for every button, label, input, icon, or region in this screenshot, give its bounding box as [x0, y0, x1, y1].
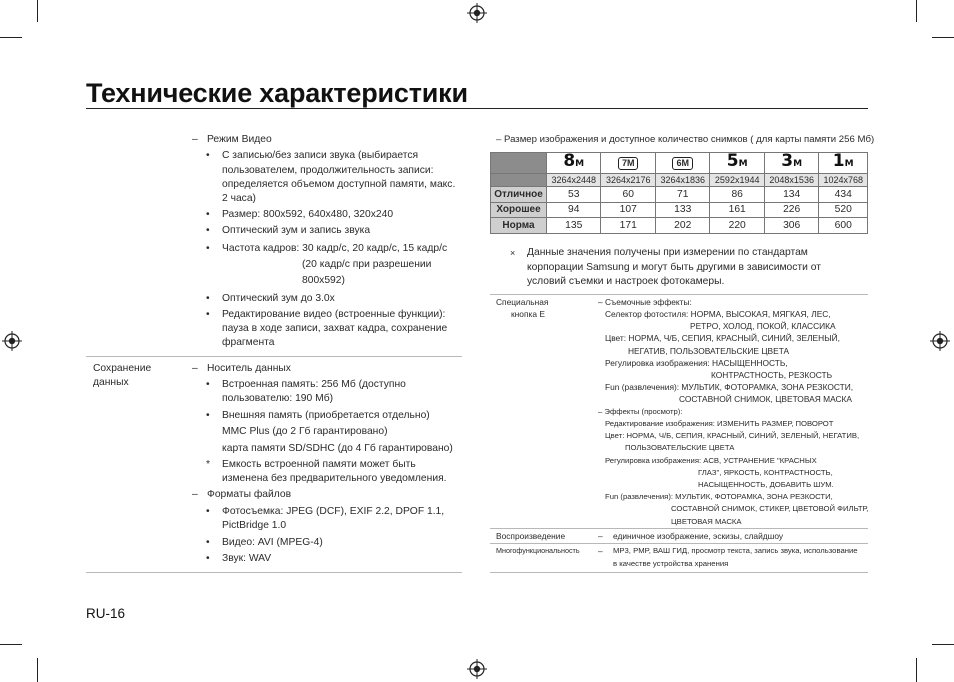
- format-f1-line: PictBridge 1.0: [222, 520, 287, 531]
- section-divider: [86, 356, 462, 357]
- video-b6-line: фрагмента: [222, 337, 275, 348]
- video-b5: Оптический зум до 3.0x: [222, 293, 335, 304]
- media-heading: Носитель данных: [207, 363, 291, 374]
- title-rule: [86, 108, 868, 109]
- table-row: [491, 202, 868, 218]
- table-cell: 171: [601, 218, 655, 234]
- table-cell: 600: [819, 218, 868, 234]
- table-cell: 60: [601, 187, 655, 203]
- note-line: условий съемки и настроек фотокамеры.: [527, 276, 725, 287]
- storage-label: данных: [93, 377, 129, 388]
- table-cell: 220: [710, 218, 764, 234]
- shooting-line: Регулировка изображения: НАСЫЩЕННОСТЬ,: [605, 358, 788, 368]
- table-cell: 202: [655, 218, 709, 234]
- multi-value: MP3, PMP, ВАШ ГИД, просмотр текста, запись звука, использование: [613, 546, 858, 555]
- size-1m-icon: 1M: [819, 153, 868, 174]
- bullet: •: [206, 150, 210, 161]
- video-b1-line: С записью/без записи звука (выбирается: [222, 150, 419, 161]
- size-5m-icon: 5M: [710, 153, 764, 174]
- shooting-heading: – Съемочные эффекты:: [598, 297, 692, 307]
- video-b4-line: (20 кадр/с при разрешении: [302, 259, 432, 270]
- size-6m-icon: 6M: [655, 153, 709, 174]
- table-cell: 71: [655, 187, 709, 203]
- shooting-line: НЕГАТИВ, ПОЛЬЗОВАТЕЛЬСКИЕ ЦВЕТА: [628, 346, 790, 356]
- shooting-line: СОСТАВНОЙ СНИМОК, ЦВЕТОВАЯ МАСКА: [679, 394, 852, 404]
- registration-mark-icon: [2, 331, 22, 351]
- view-line: Регулировка изображения: ACB, УСТРАНЕНИЕ "КРАСНЫХ: [605, 456, 817, 465]
- view-line: ГЛАЗ", ЯРКОСТЬ, КОНТРАСТНОСТЬ,: [698, 468, 833, 477]
- special-label: Специальная: [496, 297, 549, 307]
- crop-mark: [37, 658, 38, 682]
- page-title: Технические характеристики: [86, 78, 468, 108]
- note-line: Данные значения получены при измерении по стандартам: [527, 247, 808, 258]
- crop-mark: [916, 658, 917, 682]
- video-b6-line: Редактирование видео (встроенные функции):: [222, 309, 446, 320]
- shooting-line: РЕТРО, ХОЛОД, ПОКОЙ, КЛАССИКА: [690, 321, 836, 331]
- storage-m3-line: Емкость встроенной памяти может быть: [222, 459, 416, 470]
- storage-m1-line: Встроенная память: 256 Мб (доступно: [222, 379, 406, 390]
- registration-mark-icon: [467, 659, 487, 679]
- video-b4-line: Частота кадров: 30 кадр/с, 20 кадр/с, 15 кадр/с: [222, 243, 448, 254]
- resolution-header: 1024x768: [819, 174, 868, 187]
- dash-marker: –: [598, 546, 603, 556]
- registration-mark-icon: [467, 3, 487, 23]
- asterisk-marker: *: [206, 459, 211, 470]
- table-cell: 133: [655, 202, 709, 218]
- section-divider: [490, 543, 868, 544]
- formats-heading: Форматы файлов: [207, 489, 292, 500]
- resolution-header: 3264x2176: [601, 174, 655, 187]
- quality-label: Хорошее: [491, 202, 547, 218]
- view-line: ПОЛЬЗОВАТЕЛЬСКИЕ ЦВЕТА: [625, 443, 735, 452]
- crop-mark: [0, 644, 22, 645]
- registration-mark-icon: [930, 331, 950, 351]
- quality-label: Отличное: [491, 187, 547, 203]
- crop-mark: [37, 0, 38, 22]
- view-line: ЦВЕТОВАЯ МАСКА: [671, 517, 742, 526]
- table-cell: 161: [710, 202, 764, 218]
- table-cell: 53: [547, 187, 601, 203]
- bullet: •: [206, 293, 210, 304]
- shooting-line: Цвет: НОРМА, Ч/Б, СЕПИЯ, КРАСНЫЙ, СИНИЙ, ЗЕЛЕНЫЙ,: [605, 333, 840, 343]
- table-cell: 94: [547, 202, 601, 218]
- multi-value: в качестве устройства хранения: [613, 559, 729, 568]
- format-f2: Видео: AVI (MPEG-4): [222, 537, 323, 548]
- table-cell: 226: [764, 202, 818, 218]
- quality-label: Норма: [491, 218, 547, 234]
- view-line: СОСТАВНОЙ СНИМОК, СТИКЕР, ЦВЕТОВОЙ ФИЛЬТР,: [671, 504, 869, 513]
- note-line: корпорации Samsung и могут быть другими в зависимости от: [527, 262, 821, 273]
- table-corner: [491, 153, 547, 174]
- dash-marker: –: [192, 363, 198, 374]
- size-8m-icon: 8M: [547, 153, 601, 174]
- bullet: •: [206, 410, 210, 421]
- bullet: •: [206, 209, 210, 220]
- video-b2: Размер: 800x592, 640x480, 320x240: [222, 209, 394, 220]
- crop-mark: [0, 37, 22, 38]
- size-3m-icon: 3M: [764, 153, 818, 174]
- shooting-line: Селектор фотостиля: НОРМА, ВЫСОКАЯ, МЯГКАЯ, ЛЕС,: [605, 309, 831, 319]
- bullet: •: [206, 553, 210, 564]
- resolution-header: 2048x1536: [764, 174, 818, 187]
- crop-mark: [932, 37, 954, 38]
- view-heading: – Эффекты (просмотр):: [598, 407, 683, 416]
- size-7m-icon: 7M: [601, 153, 655, 174]
- dash-marker: –: [192, 134, 198, 145]
- format-f3: Звук: WAV: [222, 553, 272, 564]
- video-b6-line: пауза в ходе записи, захват кадра, сохранение: [222, 323, 448, 334]
- storage-m1-line: пользователю: 190 Мб): [222, 393, 334, 404]
- video-b1-line: 2 часа): [222, 193, 256, 204]
- section-divider: [86, 572, 462, 573]
- bullet: •: [206, 379, 210, 390]
- table-cell: 134: [764, 187, 818, 203]
- dash-marker: –: [192, 489, 198, 500]
- multi-label: Многофункциональность: [496, 546, 580, 555]
- view-line: Fun (развлечения): МУЛЬТИК, ФОТОРАМКА, ЗОНА РЕЗКОСТИ,: [605, 492, 833, 501]
- note-marker: ×: [510, 248, 516, 258]
- page-number: RU-16: [86, 606, 126, 621]
- playback-value: единичное изображение, эскизы, слайдшоу: [613, 531, 784, 541]
- bullet: •: [206, 537, 210, 548]
- playback-label: Воспроизведение: [496, 531, 566, 541]
- table-cell: 135: [547, 218, 601, 234]
- section-divider: [490, 294, 868, 295]
- storage-m2-line: MMC Plus (до 2 Гб гарантировано): [222, 426, 388, 437]
- table-cell: 434: [819, 187, 868, 203]
- table-cell: 306: [764, 218, 818, 234]
- quality-table: [490, 152, 868, 234]
- shooting-line: КОНТРАСТНОСТЬ, РЕЗКОСТЬ: [711, 370, 833, 380]
- video-heading: Режим Видео: [207, 134, 272, 145]
- video-b1-line: пользователем, продолжительность записи:: [222, 165, 434, 176]
- bullet: •: [206, 506, 210, 517]
- bullet: •: [206, 309, 210, 320]
- video-b3: Оптический зум и запись звука: [222, 225, 371, 236]
- video-b1-line: определяется объемом доступной памяти, макс.: [222, 179, 456, 190]
- storage-m2-line: Внешняя память (приобретается отдельно): [222, 410, 430, 421]
- bullet: •: [206, 225, 210, 236]
- bullet: •: [206, 243, 210, 254]
- section-divider: [490, 528, 868, 529]
- view-line: Цвет: НОРМА, Ч/Б, СЕПИЯ, КРАСНЫЙ, СИНИЙ, ЗЕЛЕНЫЙ, НЕГАТИВ,: [605, 431, 860, 440]
- resolution-header: 3264x2448: [547, 174, 601, 187]
- table-cell: 107: [601, 202, 655, 218]
- view-line: НАСЫЩЕННОСТЬ, ДОБАВИТЬ ШУМ.: [698, 480, 834, 489]
- table-row: [491, 187, 868, 203]
- crop-mark: [916, 0, 917, 22]
- shooting-line: Fun (развлечения): МУЛЬТИК, ФОТОРАМКА, ЗОНА РЕЗКОСТИ,: [605, 382, 854, 392]
- storage-label: Сохранение: [93, 363, 152, 374]
- section-divider: [490, 572, 868, 573]
- dash-marker: –: [598, 531, 603, 541]
- view-line: Редактирование изображения: ИЗМЕНИТЬ РАЗМЕР, ПОВОРОТ: [605, 419, 834, 428]
- format-f1-line: Фотосъемка: JPEG (DCF), EXIF 2.2, DPOF 1.1,: [222, 506, 445, 517]
- storage-m2-line: карта памяти SD/SDHC (до 4 Гб гарантировано): [222, 443, 453, 454]
- table-cell: 520: [819, 202, 868, 218]
- resolution-header: 2592x1944: [710, 174, 764, 187]
- table-row: [491, 218, 868, 234]
- table-cell: 86: [710, 187, 764, 203]
- table-caption: – Размер изображения и доступное количество снимков ( для карты памяти 256 Мб): [496, 134, 875, 145]
- special-label: кнопка E: [511, 309, 545, 319]
- resolution-header: 3264x1836: [655, 174, 709, 187]
- storage-m3-line: изменена без предварительного уведомления.: [222, 473, 447, 484]
- table-corner: [491, 174, 547, 187]
- video-b4-line: 800x592): [302, 275, 345, 286]
- crop-mark: [932, 644, 954, 645]
